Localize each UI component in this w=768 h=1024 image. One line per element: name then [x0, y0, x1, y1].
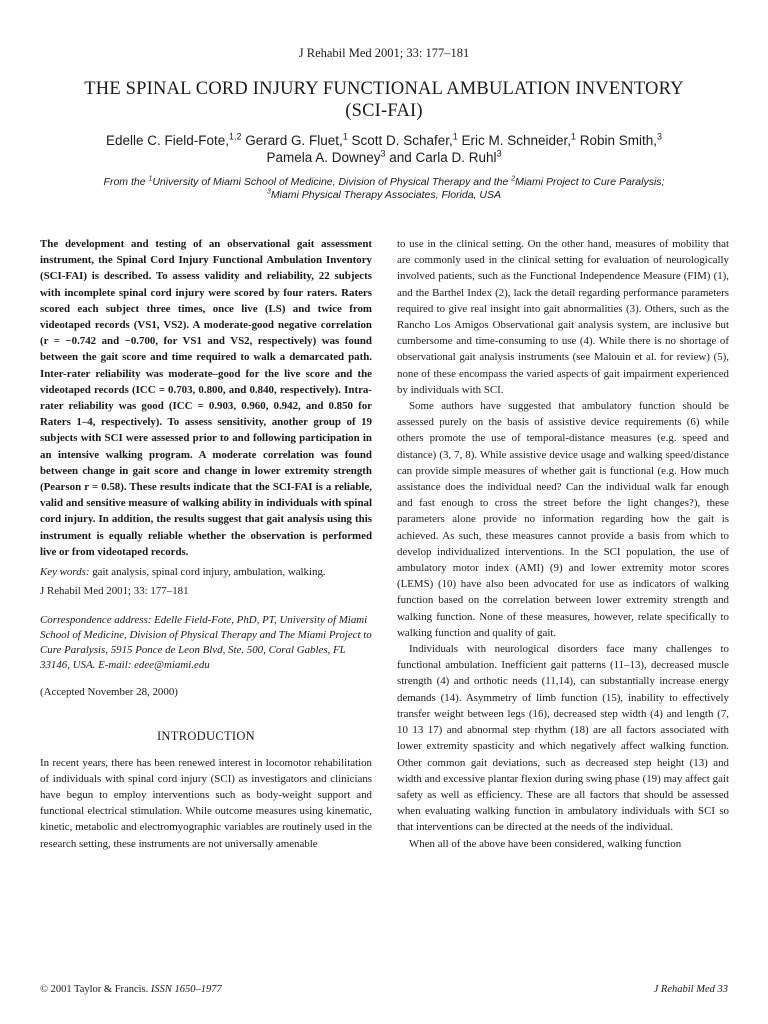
footer-issn: ISSN 1650–1977 — [150, 984, 222, 995]
author-name: Edelle C. Field-Fote, — [105, 133, 230, 148]
article-title — [40, 78, 728, 122]
affiliation-superscript: 1 — [148, 175, 153, 183]
footer-copyright — [40, 984, 222, 995]
affiliations — [40, 176, 728, 202]
author-name: and Carla D. Ruhl — [385, 150, 497, 165]
body-paragraph-4: When all of the above have been considered, walking function — [409, 837, 682, 850]
keywords — [40, 565, 372, 579]
keywords-text: gait analysis, spinal cord injury, ambulation, walking. — [89, 566, 326, 579]
author-superscript: 1,2 — [229, 131, 242, 142]
body-paragraph-1: to use in the clinical setting. On the other hand, measures of mobility that are commonly used in the clinical setting for evaluation of neurologically involved patients, such as the Functional Independence Measure (FIM) (1), and the Barthel Index (2), lack the detail regarding performance parameters required to give real insight into gait abnormalities (3). Others, such as the Rancho Los Amigos Observational gait analysis system, are inclusive but cumbersome and time-consuming to use (4). While there is no shortage of observational gait analysis instruments (see Malouin et al. for review) (5), none of these encompass the varied aspects of gait impairment experienced by individuals with SCI. — [397, 238, 729, 396]
body-paragraph-2: Some authors have suggested that ambulatory function should be assessed purely on the basis of assistive device requirements (6) while others promote the use of temporal-distance measures (e.g. speed and distance) (3, 7, 8). While assistive device usage and walking speed/distance can provide simple measures of whether gait is functional (e.g. How much assistance does the individual need? Can the individual walk far enough and fast enough to cross the street before the light changes?), these parameters alone provide no information regarding how the gait is achieved. As such, these measures cannot provide a basis from which to develop individualized interventions. In the SCI population, the use of ambulatory motor index (AMI) (9) and lower extremity motor scores (LEMS) (10) have also been advocated for use as indicators of walking function based on the correlation between lower extremity strength and walking function. None of these measures, however, relate specifically to walking function and quality of gait. — [397, 400, 729, 639]
keywords-label: Key words: — [40, 566, 90, 579]
author-superscript: 3 — [496, 148, 502, 159]
author-name: Robin Smith, — [575, 133, 658, 148]
author-list — [40, 132, 728, 166]
section-heading-introduction: INTRODUCTION — [156, 729, 256, 744]
journal-reference-2: J Rehabil Med 2001; 33: 177–181 — [40, 585, 189, 598]
authors-line-2 — [40, 149, 728, 166]
abstract: The development and testing of an observational gait assessment instrument, the Spinal Cord Injury Functional Ambulation Inventory (SCI-FAI) is described. To assess validity and reliability, 22 subjects with incomplete spinal cord injury were scored by four raters. Raters scored each subject three times, once live (LS) and twice from videotaped records (VS1, VS2). A moderate-good negative correlation (r = −0.742 and −0.700, for VS1 and VS2, respectively) was found between the gait score and time required to walk a demarcated path. Inter-rater reliability was moderate–good for the live score and the videotaped records (ICC = 0.703, 0.800, and 0.840, respectively). Intra-rater reliability was good (ICC = 0.903, 0.960, 0.942, and 0.850 for Raters 1–4, respectively). To assess sensitivity, another group of 19 subjects with SCI were assessed prior to and following participation in an intensive walking program. A moderate correlation was found between change in gait score and change in lower extremity strength (Pearson r = 0.58). These results indicate that the SCI-FAI is a reliable, valid and sensitive measure of walking ability in individuals with spinal cord injury. In addition, the results suggest that gait analysis using this instrument is equally reliable whether the observation is performed live or from videotaped records. — [40, 238, 372, 558]
affiliation-prefix: From the — [103, 176, 149, 188]
affiliation-line-2 — [40, 189, 728, 202]
affiliation-line-1 — [40, 176, 728, 189]
author-name: Scott D. Schafer, — [347, 133, 453, 148]
journal-reference: J Rehabil Med 2001; 33: 177–181 — [298, 46, 470, 60]
left-column — [40, 236, 372, 852]
author-superscript: 3 — [657, 131, 662, 142]
author-name: Gerard G. Fluet, — [241, 133, 343, 148]
authors-line-1 — [40, 132, 728, 149]
right-column — [397, 236, 729, 852]
affiliation-superscript: 3 — [267, 188, 271, 196]
author-superscript: 1 — [342, 131, 348, 142]
affiliation-text: Miami Project to Cure Paralysis; — [515, 176, 665, 188]
accepted-date: (Accepted November 28, 2000) — [40, 686, 178, 699]
title-line-1: THE SPINAL CORD INJURY FUNCTIONAL AMBULATION INVENTORY — [84, 79, 684, 99]
author-superscript: 1 — [571, 131, 576, 142]
affiliation-text: University of Miami School of Medicine, Division of Physical Therapy and the — [152, 176, 512, 188]
author-name: Pamela A. Downey — [266, 150, 381, 165]
author-superscript: 3 — [380, 148, 386, 159]
affiliation-superscript: 2 — [511, 175, 516, 183]
intro-paragraph-1: In recent years, there has been renewed interest in locomotor rehabilitation of individuals with spinal cord injury (SCI) as investigators and clinicians have begun to employ interventions such as body-weight support and functional electrical stimulation. While outcome measures using kinematic, kinetic, metabolic and electromyographic variables are routinely used in the research setting, these instruments are not universally amenable — [40, 756, 372, 850]
author-name: Eric M. Schneider, — [457, 133, 572, 148]
title-line-2: (SCI-FAI) — [345, 101, 423, 121]
author-superscript: 1 — [452, 131, 458, 142]
affiliation-text: Miami Physical Therapy Associates, Florida, USA — [270, 189, 501, 201]
footer-journal: J Rehabil Med 33 — [653, 984, 728, 995]
correspondence-address: Correspondence address: Edelle Field-Fote, PhD, PT, University of Miami School of Medicine, Division of Physical Therapy and The Miami Project to Cure Paralysis, 5915 Ponce de Leon Blvd, Ste. 500, Coral Gables, FL 33146, USA. E-mail: edee@miami.edu — [40, 614, 372, 672]
footer-copyright-text: © 2001 Taylor & Francis. — [40, 984, 151, 995]
body-paragraph-3: Individuals with neurological disorders face many challenges to functional ambulation. Inefficient gait patterns (11–13), decreased muscle strength (4) and orthotic needs (11,14), can substantially increase energy demands (14). Asymmetry of limb function (15), inability to effectively transfer weight between legs (16), decreased step width (4) and length (7, 10 13 17) and abnormal step rhythm (18) are all factors associated with lower extremity spasticity and which negatively affect walking function. Other common gait deviations, such as decreased step height (13) and width and excessive plantar flexion during swing phase (19) may affect gait safety as well as efficiency. These are all factors that should be assessed when evaluating walking function in ambulatory individuals with SCI so that interventions can be directed at the needs of the individual. — [397, 643, 729, 834]
